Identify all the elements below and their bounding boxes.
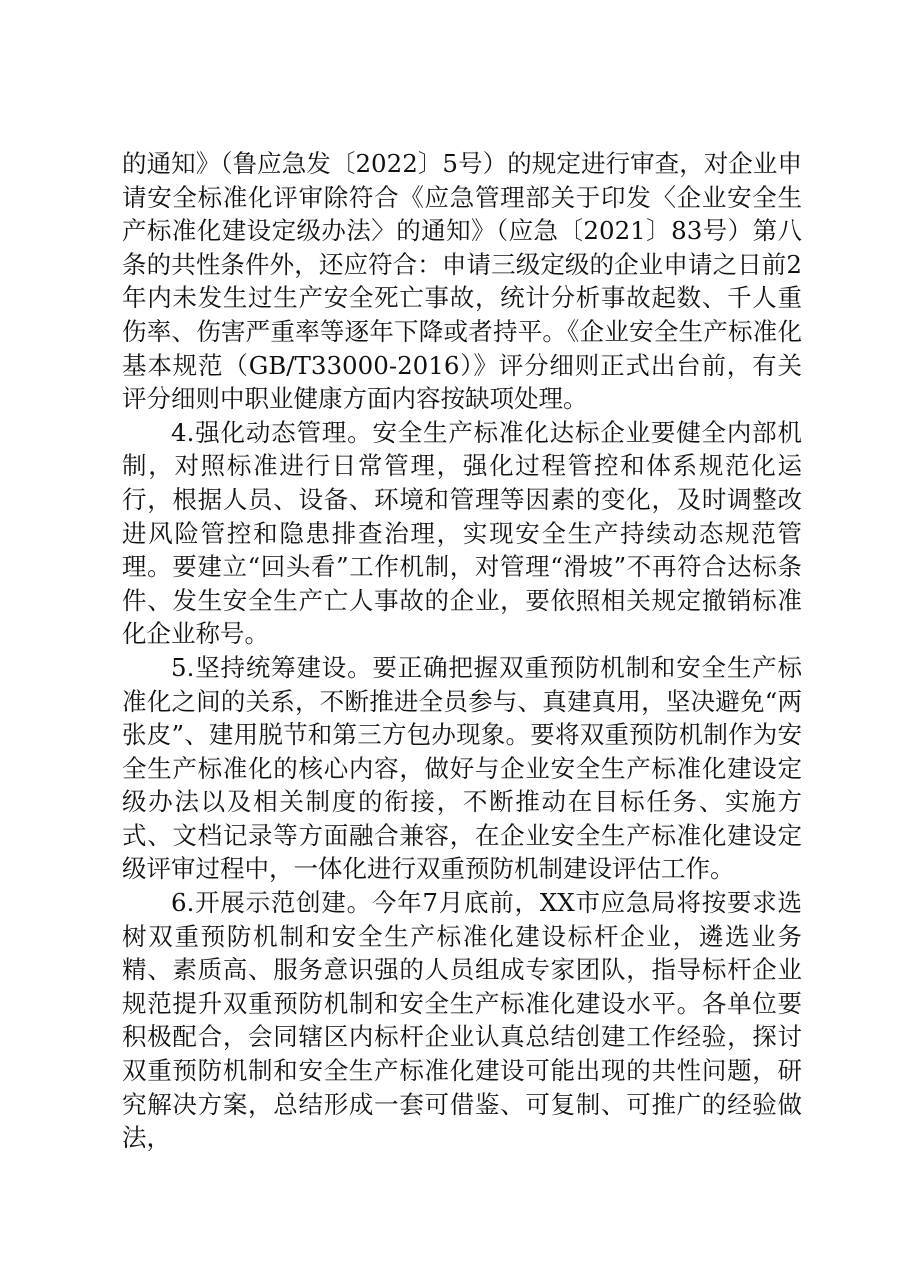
document-body	[122, 147, 802, 1155]
paragraph-continuation: 的通知》（鲁应急发〔2022〕5号）的规定进行审查，对企业申请安全标准化评审除符合《应急管理部关于印发〈企业安全生产标准化建设定级办法〉的通知》（应急〔2021〕83号）第八条的共性条件外，还应符合：申请三级定级的企业申请之日前2年内未发生过生产安全死亡事故，统计分析事故起数、千人重伤率、伤害严重率等逐年下降或者持平。《企业安全生产标准化基本规范（GB/T33000-2016）》评分细则正式出台前，有关评分细则中职业健康方面内容按缺项处理。	[122, 149, 802, 414]
paragraph-item-4: 4.强化动态管理。安全生产标准化达标企业要健全内部机制，对照标准进行日常管理，强化过程管控和体系规范化运行，根据人员、设备、环境和管理等因素的变化，及时调整改进风险管控和隐患排查治理，实现安全生产持续动态规范管理。要建立“回头看”工作机制，对管理“滑坡”不再符合达标条件、发生安全生产亡人事故的企业，要依照相关规定撤销标准化企业称号。	[122, 417, 802, 649]
paragraph-item-6: 6.开展示范创建。今年7月底前，XX市应急局将按要求选树双重预防机制和安全生产标准化建设标杆企业，遴选业务精、素质高、服务意识强的人员组成专家团队，指导标杆企业规范提升双重预防机制和安全生产标准化建设水平。各单位要积极配合，会同辖区内标杆企业认真总结创建工作经验，探讨双重预防机制和安全生产标准化建设可能出现的共性问题，研究解决方案，总结形成一套可借鉴、可复制、可推广的经验做法，	[122, 888, 802, 1153]
paragraph-item-5: 5.坚持统筹建设。要正确把握双重预防机制和安全生产标准化之间的关系，不断推进全员参与、真建真用，坚决避免“两张皮”、建用脱节和第三方包办现象。要将双重预防机制作为安全生产标准化的核心内容，做好与企业安全生产标准化建设定级办法以及相关制度的衔接，不断推动在目标任务、实施方式、文档记录等方面融合兼容，在企业安全生产标准化建设定级评审过程中，一体化进行双重预防机制建设评估工作。	[122, 652, 802, 884]
